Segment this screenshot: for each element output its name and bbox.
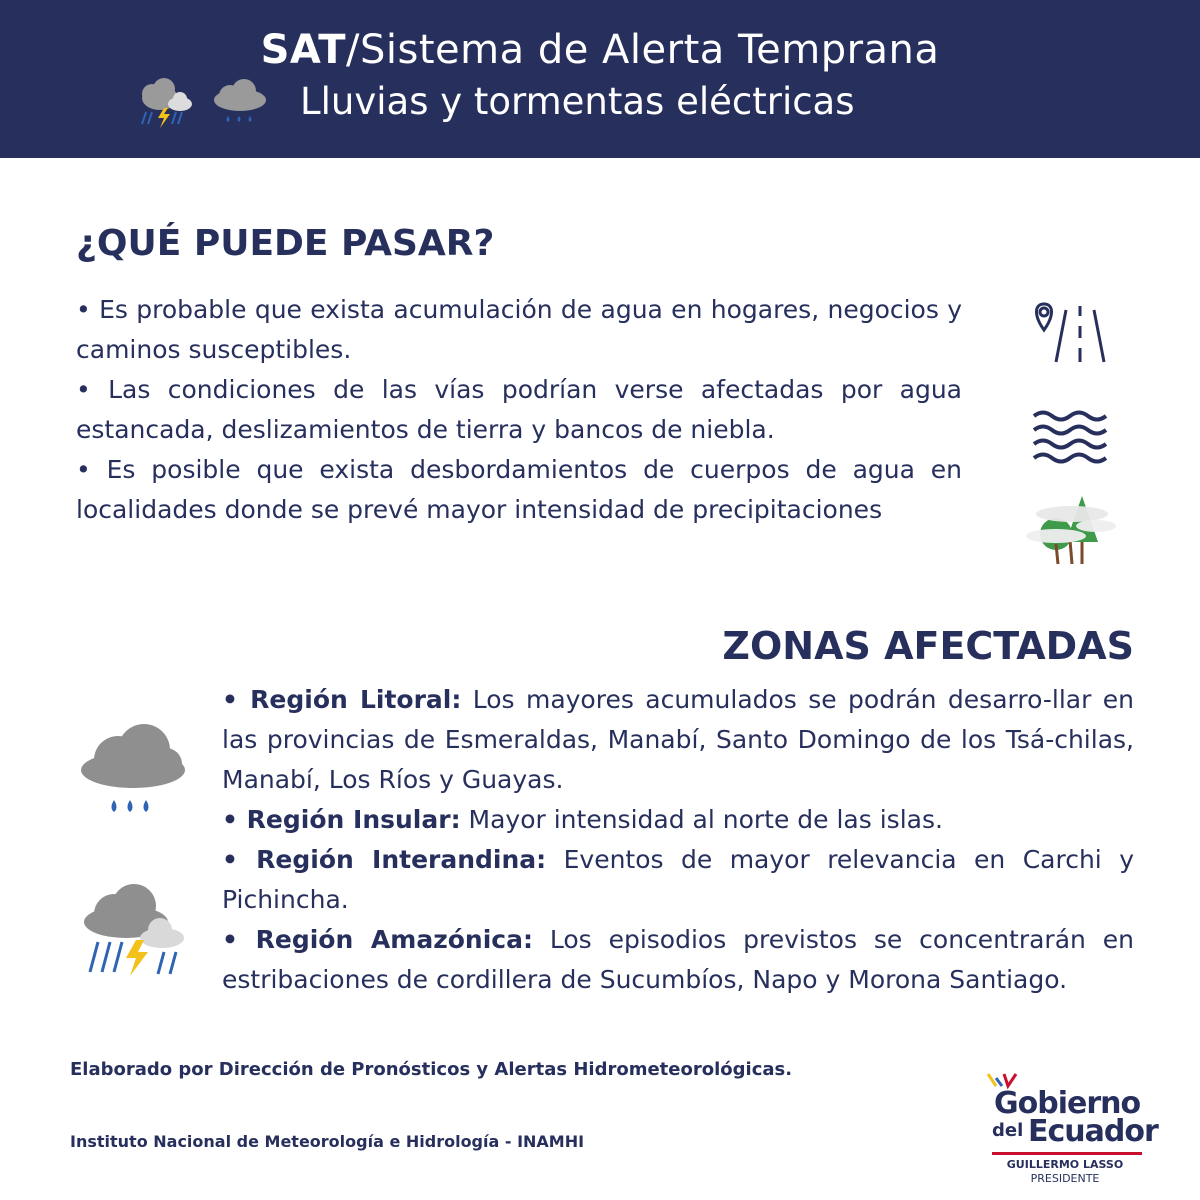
rain-cloud-icon (208, 78, 270, 128)
logo-line-gobierno: Gobierno (994, 1086, 1141, 1121)
logo-line-ecuador: Ecuador (1028, 1114, 1158, 1149)
logo-divider (992, 1152, 1142, 1155)
region-name: • Región Insular: (222, 805, 461, 834)
region-description: Los episodios previstos se concentrarán en estribaciones de cordillera de Sucumbíos, Napo y Morona Santiago. (222, 925, 1134, 994)
road-location-icon (1030, 300, 1110, 366)
bullet-item: • Es posible que exista desbordamientos de cuerpos de agua en localidades donde se prevé mayor intensidad de precipitaciones (76, 455, 962, 524)
institute-name: Instituto Nacional de Meteorología e Hidrología - INAMHI (70, 1132, 585, 1151)
region-description: Mayor intensidad al norte de las islas. (460, 805, 943, 834)
affected-zones-list (222, 680, 1134, 1000)
storm-cloud-icon (80, 884, 190, 980)
region-description: Eventos de mayor relevancia en Carchi y Pichincha. (222, 845, 1134, 914)
fog-trees-icon (1026, 492, 1118, 568)
section-title-affected-zones: ZONAS AFECTADAS (722, 624, 1134, 668)
rain-cloud-icon (78, 724, 188, 820)
list-item (222, 920, 1134, 1000)
logo-president-name: GUILLERMO LASSO (1006, 1158, 1124, 1171)
region-description: Los mayores acumulados se podrán desarro-llar en las provincias de Esmeraldas, Manabí, Santo Domingo de los Tsá-chilas, Manabí, Los Ríos y Guayas. (222, 685, 1135, 794)
page-title (0, 26, 1200, 74)
section-title-what-can-happen: ¿QUÉ PUEDE PASAR? (76, 223, 495, 264)
region-name: • Región Litoral: (222, 685, 462, 714)
header-banner (0, 0, 1200, 158)
government-logo (980, 1068, 1158, 1188)
title-separator: / (346, 27, 361, 73)
what-can-happen-list (76, 290, 962, 530)
logo-president-title: PRESIDENTE (1030, 1172, 1100, 1185)
region-name: • Región Interandina: (222, 845, 547, 874)
list-item (222, 800, 1134, 840)
region-name: • Región Amazónica: (222, 925, 533, 954)
logo-line-del: del (992, 1120, 1024, 1141)
list-item (222, 840, 1134, 920)
page-subtitle: Lluvias y tormentas eléctricas (300, 80, 855, 123)
storm-cloud-icon (136, 78, 200, 134)
bullet-item: • Las condiciones de las vías podrían verse afectadas por agua estancada, deslizamientos de tierra y bancos de niebla. (76, 375, 962, 444)
list-item (222, 680, 1134, 800)
water-waves-icon (1032, 408, 1112, 470)
title-text: Sistema de Alerta Temprana (360, 27, 940, 73)
bullet-item: • Es probable que exista acumulación de agua en hogares, negocios y caminos susceptibles. (76, 295, 962, 364)
credit-text: Elaborado por Dirección de Pronósticos y Alertas Hidrometeorológicas. (70, 1059, 793, 1080)
title-acronym: SAT (260, 27, 347, 73)
